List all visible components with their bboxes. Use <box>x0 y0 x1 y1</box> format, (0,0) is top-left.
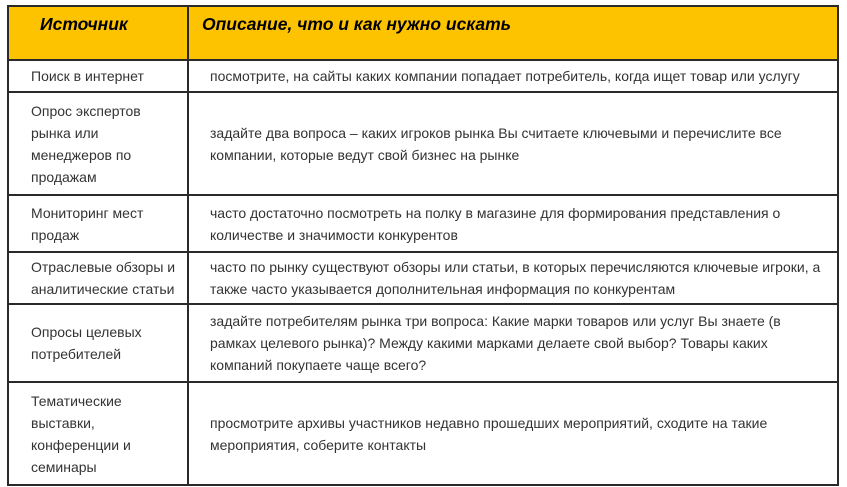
table-row <box>7 61 839 93</box>
source-cell: Отраслевые обзоры и аналитические статьи <box>9 253 189 303</box>
source-cell: Опрос экспертов рынка или менеджеров по продажам <box>9 93 189 194</box>
source-cell: Мониторинг мест продаж <box>9 196 189 251</box>
table-header-row <box>7 5 839 61</box>
sources-table <box>7 5 839 486</box>
source-cell: Тематические выставки, конференции и семинары <box>9 383 189 484</box>
table-row <box>7 196 839 253</box>
source-cell: Опросы целевых потребителей <box>9 305 189 381</box>
description-cell: посмотрите, на сайты каких компании попадает потребитель, когда ищет товар или услугу <box>210 68 800 84</box>
description-cell: задайте потребителям рынка три вопроса: Какие марки товаров или услуг Вы знаете (в рамках целевого рынка)? Между какими марками делаете свой выбор? Товары каких компаний покупаете чаще всего? <box>210 313 781 373</box>
header-source: Источник <box>9 7 189 59</box>
source-cell: Поиск в интернет <box>9 61 189 91</box>
table-row <box>7 253 839 305</box>
description-cell: часто по рынку существуют обзоры или статьи, в которых перечисляются ключевые игроки, а также часто указывается дополнительная информация по конкурентам <box>210 259 821 297</box>
table-row <box>7 305 839 383</box>
description-cell: задайте два вопроса – каких игроков рынка Вы считаете ключевыми и перечислите все компании, которые ведут свой бизнес на рынке <box>210 124 782 163</box>
description-cell: просмотрите архивы участников недавно прошедших мероприятий, сходите на такие мероприятия, соберите контакты <box>210 414 768 453</box>
description-cell: часто достаточно посмотреть на полку в магазине для формирования представления о количестве и значимости конкурентов <box>210 204 781 243</box>
table-row <box>7 93 839 196</box>
header-description: Описание, что и как нужно искать <box>202 13 512 34</box>
table-row <box>7 383 839 486</box>
